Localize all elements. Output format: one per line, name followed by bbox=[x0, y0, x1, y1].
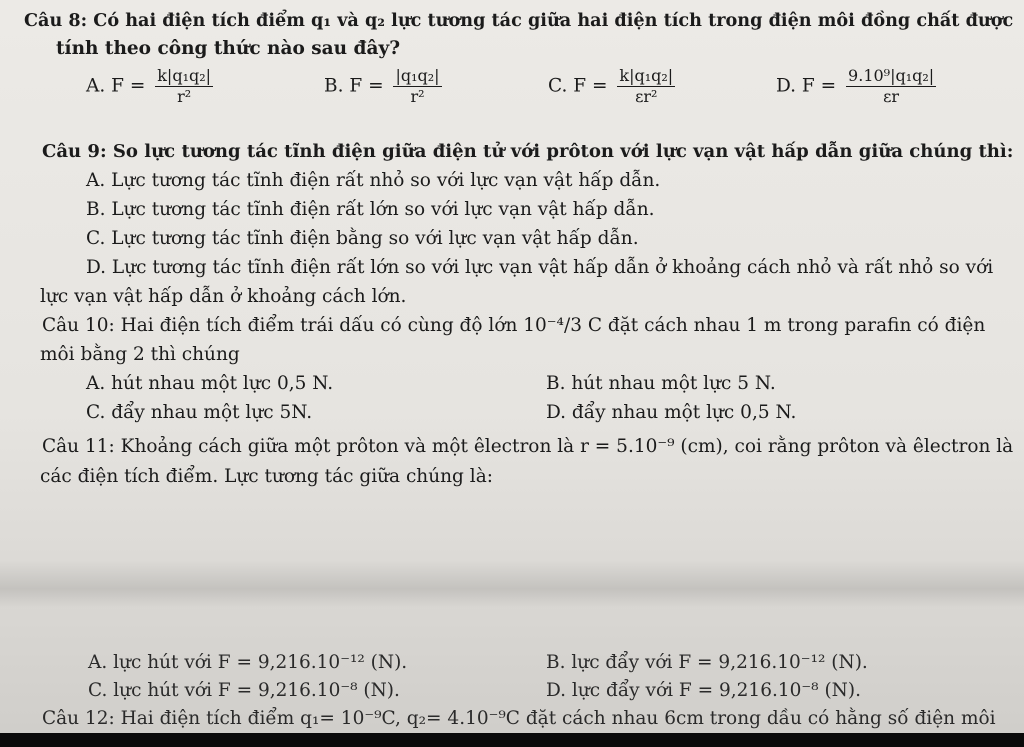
q8-option-a bbox=[86, 66, 213, 107]
q8-option-c-fraction bbox=[617, 66, 675, 107]
photo-bottom-edge bbox=[0, 733, 1024, 747]
q8-stem-line1: Câu 8: Có hai điện tích điểm q₁ và q₂ lực tương tác giữa hai điện tích trong điện môi đồng chất được bbox=[24, 10, 1014, 31]
q8-option-c-label: C. F = bbox=[548, 75, 608, 97]
q10-option-b: B. hút nhau một lực 5 N. bbox=[546, 373, 776, 394]
q8-option-d-fraction bbox=[846, 66, 936, 107]
q8-option-a-denominator: r² bbox=[177, 87, 192, 106]
q12-stem: Câu 12: Hai điện tích điểm q₁= 10⁻⁹C, q₂= 4.10⁻⁹C đặt cách nhau 6cm trong dầu có hằng số điện môi bbox=[42, 708, 996, 729]
page-fold-shadow bbox=[0, 560, 1024, 608]
q11-stem-line2: các điện tích điểm. Lực tương tác giữa chúng là: bbox=[40, 466, 493, 487]
q11-option-a: A. lực hút với F = 9,216.10⁻¹² (N). bbox=[88, 652, 408, 673]
q8-option-b-denominator: r² bbox=[410, 87, 425, 106]
q9-option-a: A. Lực tương tác tĩnh điện rất nhỏ so với lực vạn vật hấp dẫn. bbox=[86, 170, 661, 191]
q8-stem-line2: tính theo công thức nào sau đây? bbox=[56, 38, 401, 59]
q8-option-b-label: B. F = bbox=[324, 75, 384, 97]
q9-option-b: B. Lực tương tác tĩnh điện rất lớn so với lực vạn vật hấp dẫn. bbox=[86, 199, 655, 220]
q11-option-d: D. lực đẩy với F = 9,216.10⁻⁸ (N). bbox=[546, 680, 861, 701]
q10-option-c: C. đẩy nhau một lực 5N. bbox=[86, 402, 313, 423]
q8-option-c bbox=[548, 66, 675, 107]
q9-option-d-line1: D. Lực tương tác tĩnh điện rất lớn so với lực vạn vật hấp dẫn ở khoảng cách nhỏ và rất nhỏ so với bbox=[86, 257, 994, 278]
q11-stem-line1: Câu 11: Khoảng cách giữa một prôton và một êlectron là r = 5.10⁻⁹ (cm), coi rằng prôton và êlectron là bbox=[42, 436, 1014, 457]
q8-option-a-numerator: k|q₁q₂| bbox=[157, 66, 212, 85]
q10-stem-line1 bbox=[42, 315, 985, 337]
q8-option-d-denominator: εr bbox=[883, 87, 900, 106]
q10-option-d: D. đẩy nhau một lực 0,5 N. bbox=[546, 402, 797, 423]
q8-option-d bbox=[776, 66, 936, 107]
q9-option-c: C. Lực tương tác tĩnh điện bằng so với lực vạn vật hấp dẫn. bbox=[86, 228, 639, 249]
q11-option-c: C. lực hút với F = 9,216.10⁻⁸ (N). bbox=[88, 680, 400, 701]
q9-option-d-line2: lực vạn vật hấp dẫn ở khoảng cách lớn. bbox=[40, 286, 407, 307]
q8-option-b-numerator: |q₁q₂| bbox=[395, 66, 440, 85]
q8-option-c-denominator: εr² bbox=[635, 87, 658, 106]
q8-option-d-numerator: 9.10⁹|q₁q₂| bbox=[848, 66, 935, 85]
q10-option-a: A. hút nhau một lực 0,5 N. bbox=[86, 373, 334, 394]
q8-option-a-label: A. F = bbox=[86, 75, 146, 97]
q9-stem: Câu 9: So lực tương tác tĩnh điện giữa điện tử với prôton với lực vạn vật hấp dẫn giữa chúng thì: bbox=[42, 141, 1014, 162]
q8-option-b bbox=[324, 66, 442, 107]
q11-option-b: B. lực đẩy với F = 9,216.10⁻¹² (N). bbox=[546, 652, 868, 673]
q8-option-a-fraction bbox=[155, 66, 213, 107]
q8-option-b-fraction bbox=[393, 66, 441, 107]
q10-stem-line2: môi bằng 2 thì chúng bbox=[40, 344, 240, 365]
q8-option-d-label: D. F = bbox=[776, 75, 837, 97]
q8-option-c-numerator: k|q₁q₂| bbox=[619, 66, 674, 85]
q10-stem-line1-text: Câu 10: Hai điện tích điểm trái dấu có cùng độ lớn 10⁻⁴/3 C đặt cách nhau 1 m trong parafin có điện bbox=[42, 315, 986, 336]
